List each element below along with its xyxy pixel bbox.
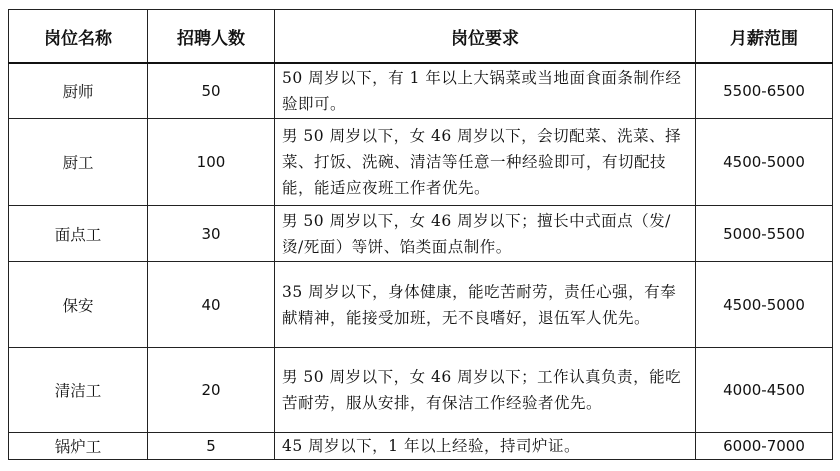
cell-position: 厨师 [9,63,148,119]
cell-requirements: 50 周岁以下，有 1 年以上大锅菜或当地面食面条制作经验即可。 [275,63,696,119]
table-row [9,206,833,262]
cell-salary: 6000-7000 [696,433,833,460]
header-requirements: 岗位要求 [275,10,696,64]
table-row [9,433,833,460]
cell-count: 5 [148,433,275,460]
recruitment-table [8,9,833,460]
cell-salary: 5500-6500 [696,63,833,119]
cell-position: 锅炉工 [9,433,148,460]
cell-requirements: 男 50 周岁以下，女 46 周岁以下；工作认真负责，能吃苦耐劳，服从安排，有保洁工作经验者优先。 [275,348,696,433]
table-body [9,63,833,460]
table-header [9,10,833,64]
cell-requirements: 男 50 周岁以下，女 46 周岁以下，会切配菜、洗菜、择菜、打饭、洗碗、清洁等任意一种经验即可，有切配技能，能适应夜班工作者优先。 [275,119,696,206]
cell-salary: 4000-4500 [696,348,833,433]
header-position: 岗位名称 [9,10,148,64]
cell-salary: 4500-5000 [696,262,833,348]
header-count: 招聘人数 [148,10,275,64]
cell-position: 保安 [9,262,148,348]
cell-requirements: 35 周岁以下，身体健康，能吃苦耐劳，责任心强，有奉献精神，能接受加班，无不良嗜好，退伍军人优先。 [275,262,696,348]
cell-count: 50 [148,63,275,119]
cell-requirements: 45 周岁以下，1 年以上经验，持司炉证。 [275,433,696,460]
header-salary: 月薪范围 [696,10,833,64]
cell-salary: 5000-5500 [696,206,833,262]
table-row [9,63,833,119]
table-row [9,348,833,433]
table-row [9,119,833,206]
cell-position: 面点工 [9,206,148,262]
table-row [9,262,833,348]
cell-count: 40 [148,262,275,348]
cell-salary: 4500-5000 [696,119,833,206]
cell-count: 100 [148,119,275,206]
cell-count: 20 [148,348,275,433]
cell-count: 30 [148,206,275,262]
header-row [9,10,833,64]
cell-position: 厨工 [9,119,148,206]
cell-requirements: 男 50 周岁以下，女 46 周岁以下；擅长中式面点（发/烫/死面）等饼、馅类面点制作。 [275,206,696,262]
cell-position: 清洁工 [9,348,148,433]
